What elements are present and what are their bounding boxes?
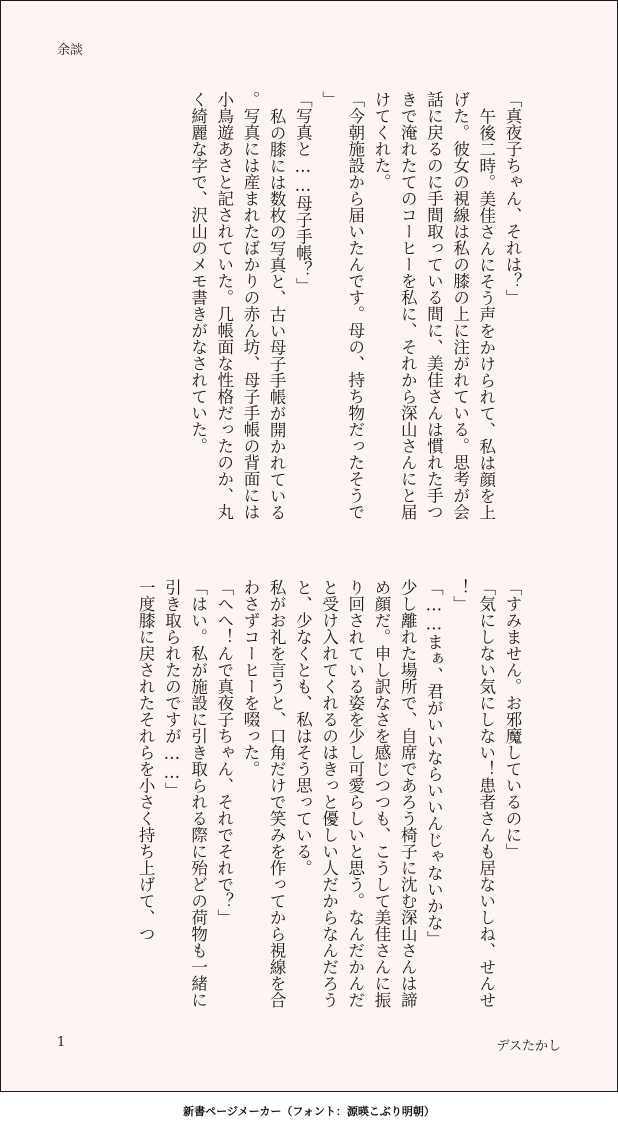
- author-name: デスたかし: [496, 1039, 561, 1054]
- paragraph: 「今朝施設から届いたんです。母の、持ち物だったそうで」: [319, 91, 365, 520]
- paragraph: 「真夜子ちゃん、それは？」: [503, 91, 522, 306]
- page-number: 1: [57, 1035, 66, 1050]
- section-title: 余談: [57, 43, 84, 58]
- paragraph: 「へへ！んで真夜子ちゃん、それでそれで？」: [214, 579, 234, 926]
- paragraph: 「はい。私が施設に引き取られる際に殆どの荷物も一緒に引き取られたのですが……」: [162, 579, 208, 1008]
- paragraph: 少し離れた場所で、自席であろう椅子に沈む深山さんは諦め顔だ。申し訳なさを感じつつも、こうして美佳さんに振り回されている姿を少し可愛らしいと思う。なんだかんだと受け入れてくれるのはきっと優しい人だからなんだろうと、少なくとも、私はそう思っている。: [293, 579, 418, 1008]
- paragraph: 私の膝には数枚の写真と、古い母子手帳が開かれている。写真には産まれたばかりの赤ん坊、母子手帳の背面には小鳥遊あさと記されていた。几帳面な性格だったのか、丸く綺麗な字で、沢山のメモ書きがなされていた。: [188, 91, 287, 520]
- paragraph: 「気にしない気にしない！患者さんも居ないしね、せんせ！」: [450, 579, 496, 1008]
- paragraph: 「……まぁ、君がいいならいいんじゃないかな」: [424, 579, 444, 947]
- paragraph: 一度膝に戻されたそれらを小さく持ち上げて、つ: [136, 579, 156, 942]
- paragraph: 「写真と……母子手帳？」: [293, 91, 313, 294]
- upper-text-block: [51, 91, 525, 525]
- paragraph: 私がお礼を言うと、口角だけで笑みを作ってから視線を合わさずコーヒーを啜った。: [240, 579, 287, 1008]
- paragraph: 「すみません。お邪魔しているのに」: [503, 579, 522, 860]
- lower-text-block: [51, 579, 525, 1013]
- generator-credit: 新書ページメーカー（フォント：源暎こぶり明朝）: [183, 1105, 435, 1118]
- paragraph: 午後二時。美佳さんにそう声をかけられて、私は顔を上げた。彼女の視線は私の膝の上に注がれている。思考が会話に戻るのに手間取っている間に、美佳さんは慣れた手つきで淹れたてのコーヒーを私に、それから深山さんにと届けてくれた。: [371, 91, 496, 520]
